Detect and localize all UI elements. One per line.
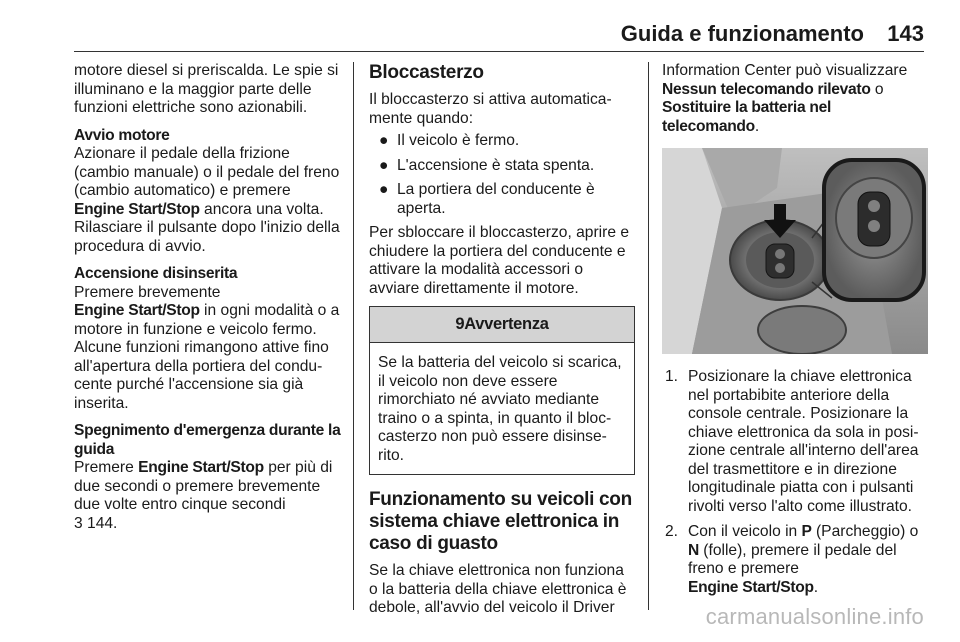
conditions-list <box>369 132 635 218</box>
failure-paragraph: Se la chiave elettronica non funziona o la batteria della chiave elettronica è debole, all'avvio del veicolo il Driver <box>369 562 627 616</box>
step-text: (Parcheggio) o <box>811 523 919 540</box>
bloccasterzo-heading: Bloccasterzo <box>369 62 484 83</box>
list-item-text: L'accensione è stata spenta. <box>397 156 595 174</box>
column-3 <box>662 62 930 604</box>
warning-box <box>369 306 635 475</box>
step-number: 2. <box>665 523 679 540</box>
list-item-text: La portiera del conducente è aperta. <box>397 181 595 217</box>
accensione-text: in ogni modalità o a motore in funzione e veicolo fermo. Alcune funzioni rimangono attive fino all'apertura della portiera del conducente purché l'accensione sia già inserita. <box>74 302 340 412</box>
spegnimento-heading: Spegnimento d'emergenza durante la guida <box>74 422 341 458</box>
list-item <box>369 181 635 218</box>
engine-start-stop-label: Engine Start/Stop <box>138 459 264 476</box>
header-rule <box>74 51 924 52</box>
bullet-icon: ● <box>379 156 389 174</box>
dic-line: Information Center può visualizzare <box>662 62 908 79</box>
list-item <box>369 132 635 151</box>
header-title: Guida e funzionamento <box>620 21 864 46</box>
avvio-heading: Avvio motore <box>74 126 170 144</box>
cupholder-key-illustration <box>662 148 928 354</box>
column-divider-1 <box>353 62 354 610</box>
gear-p-label: P <box>801 523 812 540</box>
step-text: Posizionare la chiave elettronica nel portabibite anteriore della console centrale. Posizionare la chiave elettronica da sola in posizione centrale all'interno dell'area del trasmettitore e in direzione longitudinale piatta con i pulsanti rivolti verso l'alto come illustrato. <box>688 368 919 515</box>
bullet-icon: ● <box>379 132 389 149</box>
period-text: . <box>813 578 819 596</box>
accensione-line1: Premere brevemente <box>74 283 221 301</box>
column-divider-2 <box>648 62 649 610</box>
message-no-remote: Nessun telecomando rilevato <box>662 80 871 98</box>
period-text: . <box>754 117 760 135</box>
unlock-paragraph: Per sbloccare il bloccasterzo, aprire e chiudere la portiera del conducente e attivare la modalità accessori o avviare direttamente il motore. <box>369 224 630 297</box>
dic-messages <box>662 81 930 137</box>
step-text: (folle), premere il pedale del freno e premere <box>688 541 897 577</box>
warning-header <box>370 307 634 343</box>
warning-icon: 9 <box>455 315 465 333</box>
column-2 <box>369 62 635 618</box>
page-ref-arrow-icon[interactable]: 3 <box>74 514 83 532</box>
connector-text: o <box>870 80 884 98</box>
spegnimento-text: Premere <box>74 459 139 476</box>
page-number: 143 <box>887 21 924 46</box>
accensione-paragraph <box>74 302 344 413</box>
list-item-text: Il veicolo è fermo. <box>397 132 520 149</box>
page-header <box>0 0 960 52</box>
page-ref-link[interactable]: 144. <box>82 514 118 532</box>
spegnimento-paragraph <box>74 459 344 533</box>
avvio-paragraph <box>74 145 344 256</box>
list-item <box>369 157 635 176</box>
step-number: 1. <box>665 368 679 385</box>
message-replace-battery: Sostituire la batteria nel telecomando <box>662 99 831 135</box>
list-item <box>662 523 930 597</box>
engine-start-stop-label: Engine Start/Stop <box>74 302 200 319</box>
step-text: Con il veicolo in <box>688 523 802 540</box>
steps-list <box>662 368 930 597</box>
warning-title: Avvertenza <box>464 315 549 333</box>
failure-heading: Funzionamento su veicoli con sistema chiave elettronica in caso di guasto <box>369 489 632 554</box>
intro-paragraph: motore diesel si preriscalda. Le spie si illuminano e la maggior parte delle funzioni elettriche sono azionabili. <box>74 62 339 116</box>
avvio-text-end: ancora una volta. Rilasciare il pulsante dopo l'inizio della procedura di avvio. <box>74 200 340 255</box>
warning-text: Se la batteria del veicolo si scarica, il veicolo non deve essere rimorchiato né avviato mediante traino o a spinta, in quanto il bloccasterzo non può essere disinserito. <box>378 354 622 464</box>
bullet-icon: ● <box>379 181 389 198</box>
bloccasterzo-intro: Il bloccasterzo si attiva automaticamente quando: <box>369 91 612 127</box>
accensione-heading: Accensione disinserita <box>74 265 238 282</box>
spegnimento-text-end: per più di due secondi o premere brevemente due volte entro cinque secondi <box>74 459 333 513</box>
engine-start-stop-label: Engine Start/Stop <box>688 578 814 596</box>
avvio-text: Azionare il pedale della frizione (cambio manuale) o il pedale del freno (cambio automatico) e premere <box>74 145 340 199</box>
list-item <box>662 368 930 516</box>
gear-n-label: N <box>688 541 699 559</box>
column-1 <box>74 62 344 533</box>
engine-start-stop-label: Engine Start/Stop <box>74 200 200 218</box>
watermark-text: carmanualsonline.info <box>705 604 924 629</box>
